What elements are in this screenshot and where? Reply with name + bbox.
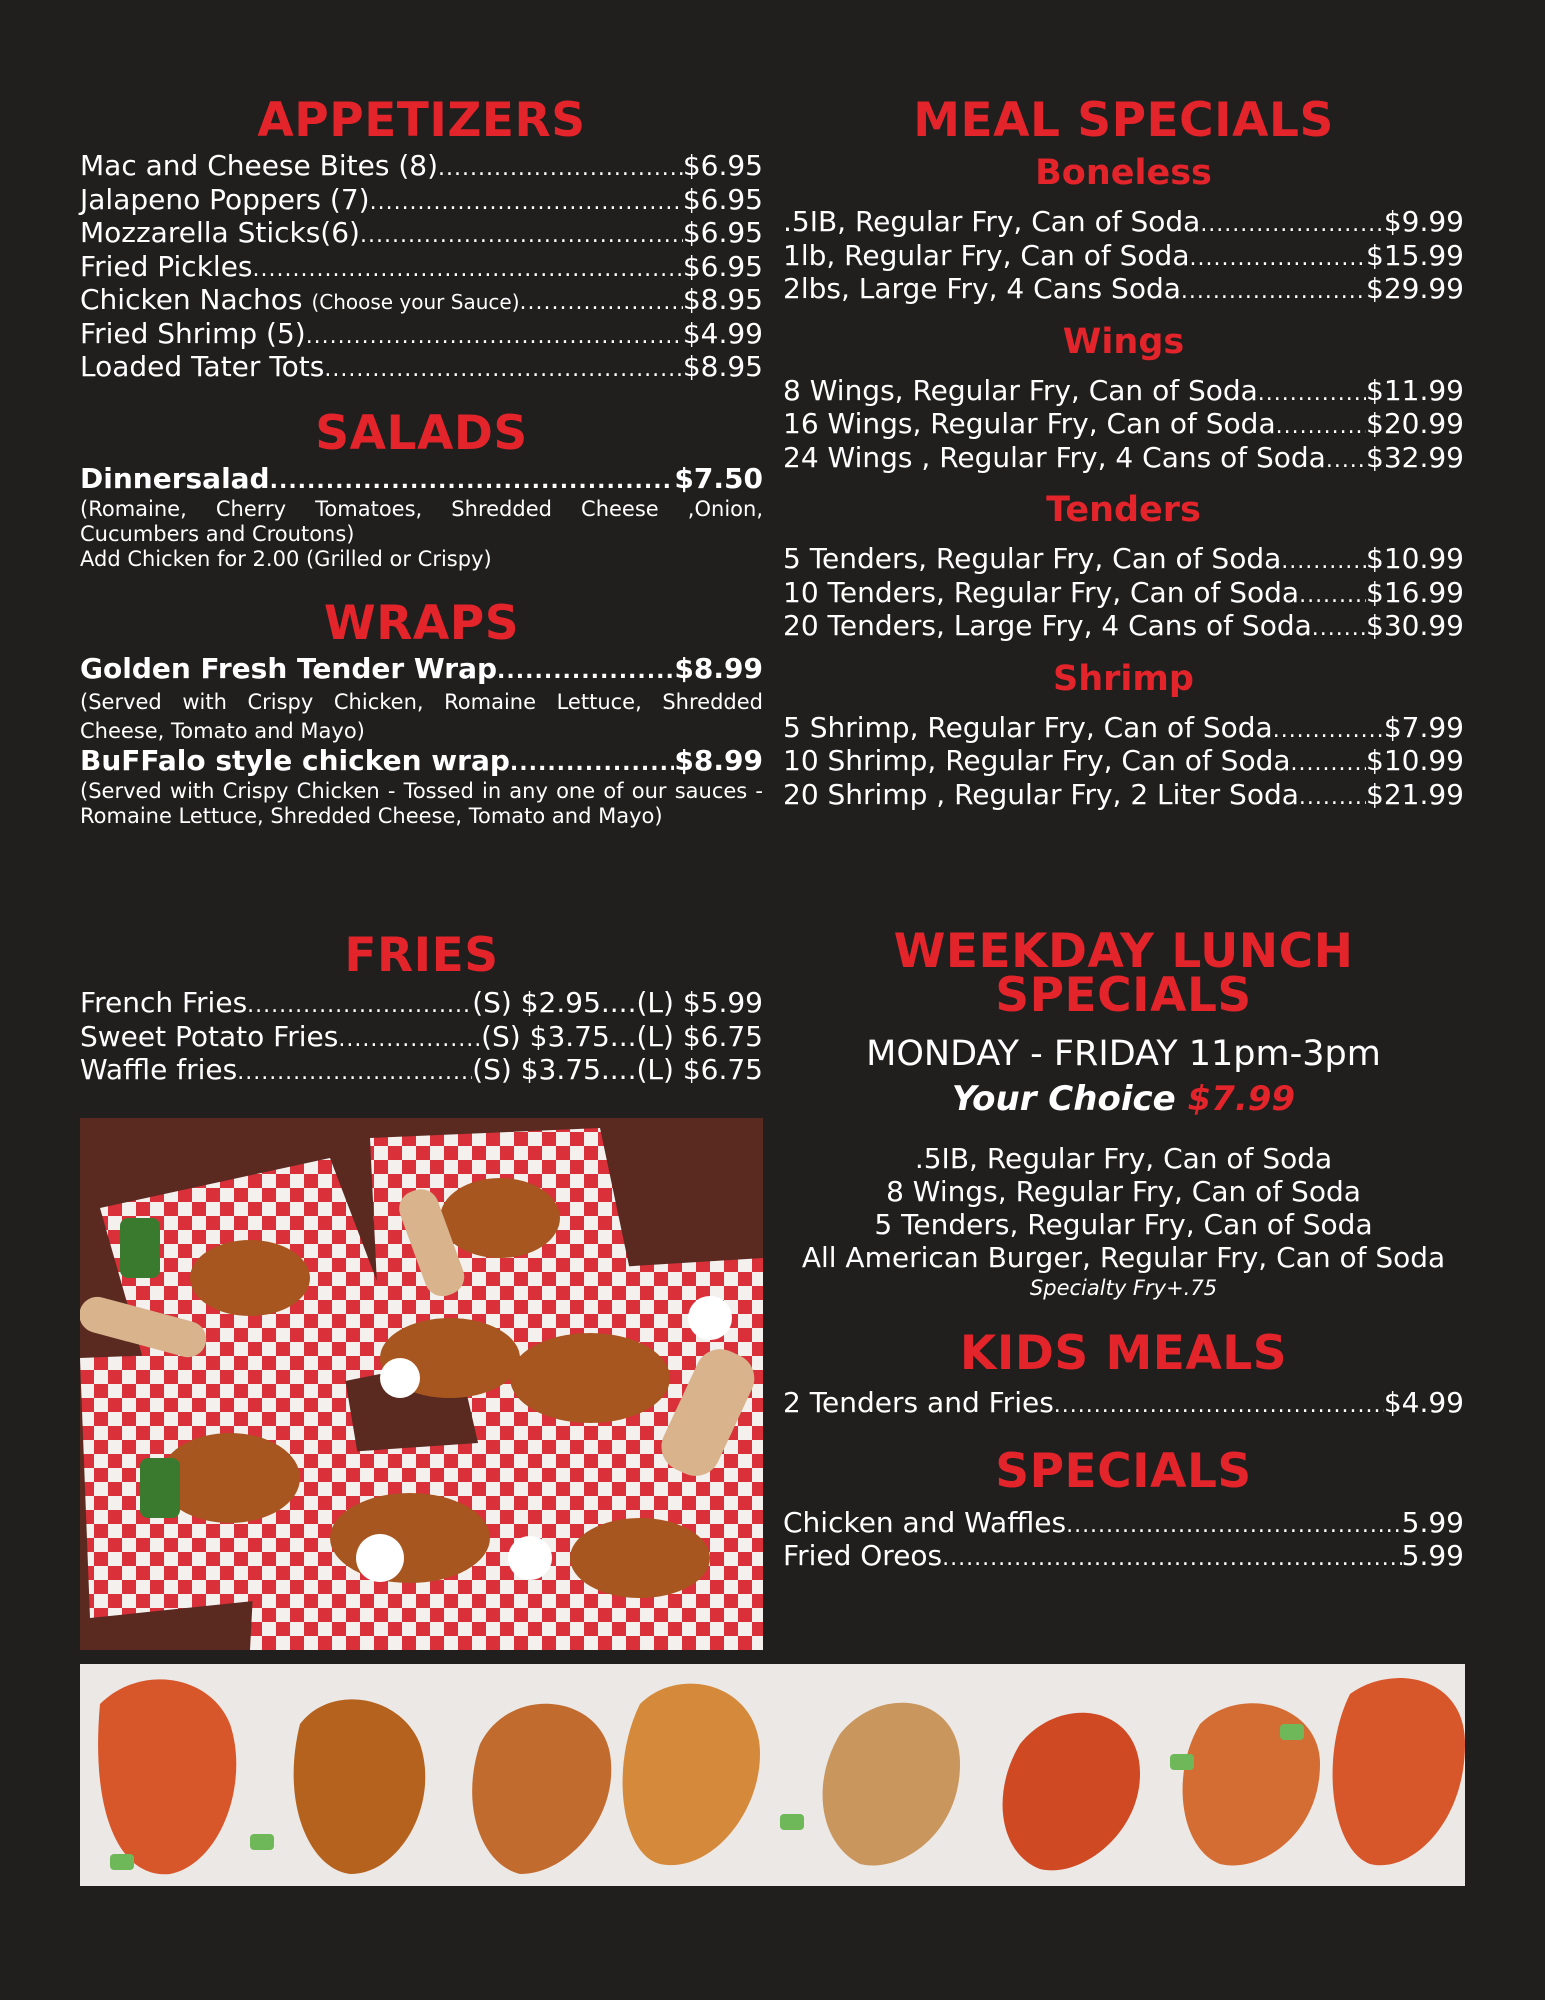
wings-subheading: Wings: [1062, 321, 1185, 362]
list-item: 20 Shrimp , Regular Fry, 2 Liter Soda ..... $21.99: [783, 780, 1464, 814]
fries-heading: FRIES: [344, 928, 499, 983]
appetizers-heading: APPETIZERS: [257, 93, 586, 148]
list-item: 10 Tenders, Regular Fry, Can of Soda ..... $16.99: [783, 578, 1464, 612]
list-item: 1lb, Regular Fry, Can of Soda ..... $15.99: [783, 241, 1464, 275]
wraps-section: [80, 654, 763, 829]
list-item: Fried Shrimp (5) ..... $4.99: [80, 319, 763, 353]
salads-section: [80, 461, 763, 573]
boneless-subheading: Boneless: [1035, 153, 1212, 193]
right-column: [783, 95, 1464, 813]
list-item: Jalapeno Poppers (7) ..... $6.95: [80, 185, 763, 219]
list-item: 2lbs, Large Fry, 4 Cans Soda ..... $29.99: [783, 274, 1464, 308]
shrimp-subheading: Shrimp: [1053, 658, 1194, 699]
wings-strip-illustration: [80, 1664, 1465, 1886]
lunch-section: [783, 924, 1464, 1575]
boneless-list: [783, 207, 1464, 308]
lunch-heading-line2: SPECIALS: [995, 968, 1252, 1023]
lunch-hours: MONDAY - FRIDAY 11pm-3pm: [866, 1034, 1381, 1074]
wings-strip-photo: [80, 1664, 1465, 1886]
wrap-description: (Served with Crispy Chicken - Tossed in any one of our sauces - Romaine Lettuce, Shredded Cheese, Tomato and Mayo): [80, 779, 763, 828]
lunch-note: Specialty Fry+.75: [1029, 1276, 1218, 1300]
list-item: 8 Wings, Regular Fry, Can of Soda ..... $11.99: [783, 376, 1464, 410]
wings-baskets-photo: [80, 1118, 763, 1650]
list-item: 5 Tenders, Regular Fry, Can of Soda: [874, 1208, 1373, 1241]
list-item: Golden Fresh Tender Wrap ..... $8.99: [80, 654, 763, 688]
list-item: French Fries ..... (S) $2.95....(L) $5.99: [80, 988, 763, 1022]
list-item: 20 Tenders, Large Fry, 4 Cans of Soda ..... $30.99: [783, 611, 1464, 645]
fries-list: [80, 988, 763, 1089]
list-item: Fried Oreos ..... 5.99: [783, 1541, 1464, 1575]
list-item: Mac and Cheese Bites (8) ..... $6.95: [80, 151, 763, 185]
specials-list: [783, 1505, 1464, 1575]
list-item: 16 Wings, Regular Fry, Can of Soda ..... $20.99: [783, 409, 1464, 443]
list-item: Mozzarella Sticks(6) ..... $6.95: [80, 218, 763, 252]
list-item: .5IB, Regular Fry, Can of Soda: [914, 1142, 1333, 1175]
salad-description: (Romaine, Cherry Tomatoes, Shredded Cheese ,Onion, Cucumbers and Croutons): [80, 497, 763, 546]
list-item: 8 Wings, Regular Fry, Can of Soda: [886, 1175, 1361, 1208]
wings-baskets-illustration: [80, 1118, 763, 1650]
lunch-choice-price: $7.99: [1187, 1079, 1296, 1119]
list-item: All American Burger, Regular Fry, Can of Soda: [801, 1241, 1446, 1274]
lunch-options: [783, 1142, 1464, 1302]
salads-heading: SALADS: [315, 405, 528, 461]
list-item: 2 Tenders and Fries ..... $4.99: [783, 1388, 1464, 1422]
wraps-heading: WRAPS: [323, 596, 520, 651]
fries-section: [80, 930, 763, 1089]
list-item: 5 Tenders, Regular Fry, Can of Soda ..... $10.99: [783, 544, 1464, 578]
list-item: Fried Pickles ..... $6.95: [80, 252, 763, 286]
meal-specials-heading: MEAL SPECIALS: [913, 93, 1334, 148]
list-item: BuFFalo style chicken wrap ..... $8.99: [80, 746, 763, 780]
wrap-description: (Served with Crispy Chicken, Romaine Lettuce, Shredded Cheese, Tomato and Mayo): [80, 689, 763, 743]
shrimp-list: [783, 710, 1464, 814]
list-item: 5 Shrimp, Regular Fry, Can of Soda ..... $7.99: [783, 713, 1464, 747]
list-item: Waffle fries ..... (S) $3.75....(L) $6.75: [80, 1055, 763, 1089]
tenders-list: [783, 544, 1464, 645]
appetizers-list: [80, 151, 763, 386]
specials-heading: SPECIALS: [995, 1443, 1252, 1499]
left-column: [80, 95, 763, 829]
list-item: Chicken Nachos (Choose your Sauce) ..... $8.95: [80, 285, 763, 319]
lunch-choice: [783, 1076, 1464, 1122]
salad-addon: Add Chicken for 2.00 (Grilled or Crispy): [80, 547, 492, 571]
kids-meals-heading: KIDS MEALS: [959, 1326, 1288, 1381]
list-item: Sweet Potato Fries ..... (S) $3.75...(L) $6.75: [80, 1022, 763, 1056]
list-item: Loaded Tater Tots ..... $8.95: [80, 352, 763, 386]
lunch-heading-line1: WEEKDAY LUNCH: [893, 924, 1354, 979]
wings-list: [783, 373, 1464, 477]
list-item: .5IB, Regular Fry, Can of Soda ..... $9.99: [783, 207, 1464, 241]
lunch-choice-label: Your Choice: [951, 1079, 1176, 1119]
list-item: 24 Wings , Regular Fry, 4 Cans of Soda ..... $32.99: [783, 443, 1464, 477]
tenders-subheading: Tenders: [1046, 490, 1201, 530]
list-item: Dinnersalad ..... $7.50: [80, 464, 763, 498]
kids-list: [783, 1388, 1464, 1422]
list-item: Chicken and Waffles ..... 5.99: [783, 1508, 1464, 1542]
list-item: 10 Shrimp, Regular Fry, Can of Soda ..... $10.99: [783, 746, 1464, 780]
